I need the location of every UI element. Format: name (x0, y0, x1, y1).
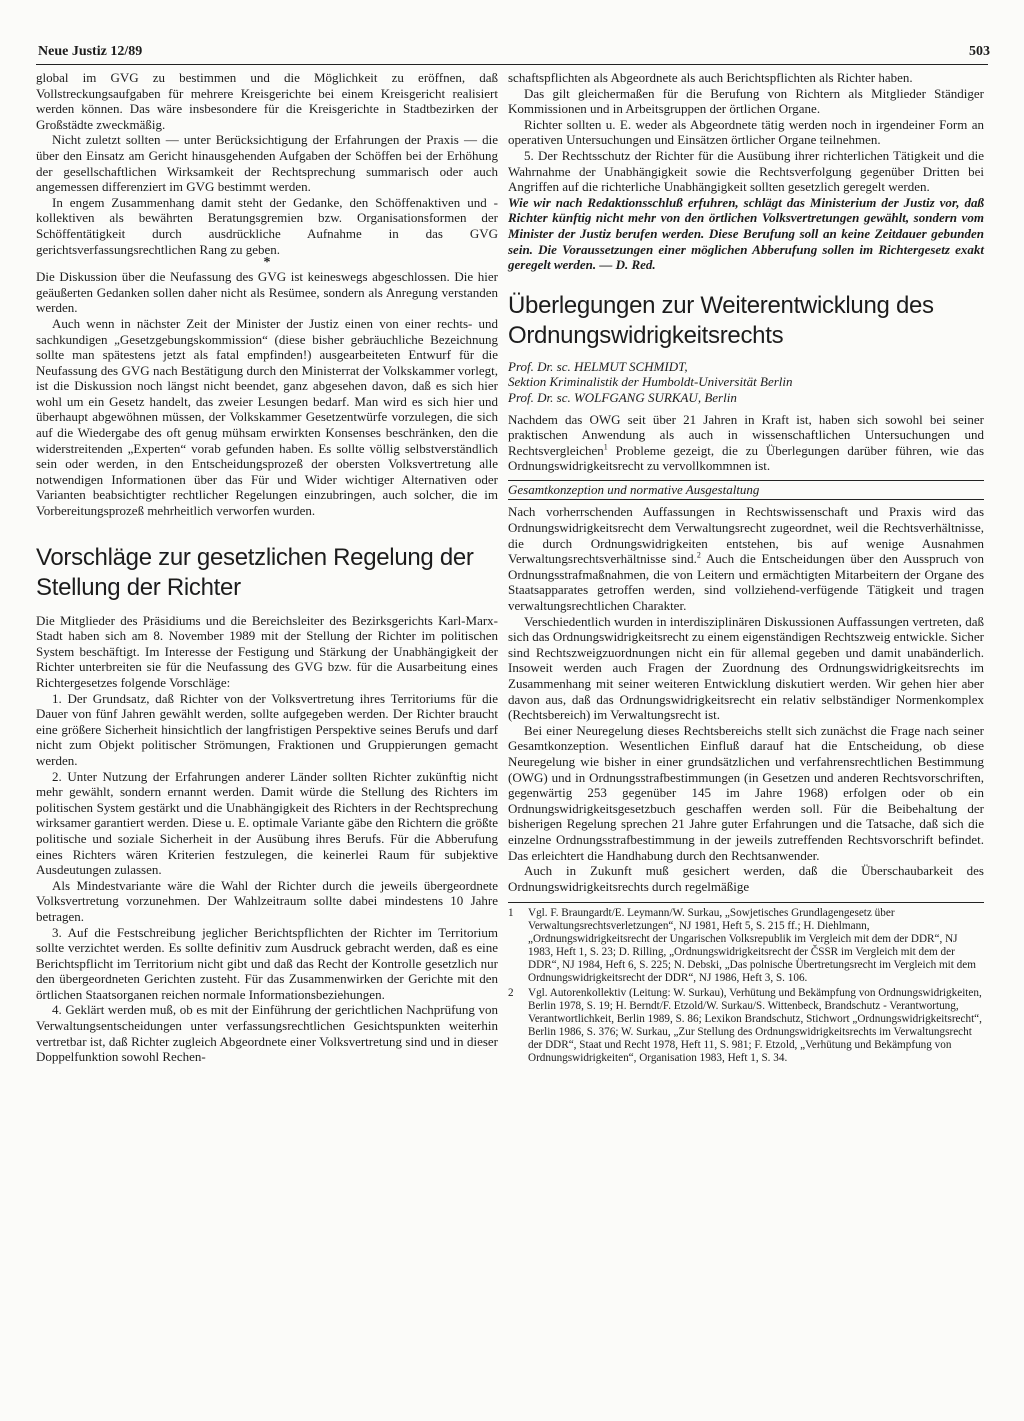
paragraph: Nicht zuletzt sollten — unter Berücksichtigung der Erfahrungen der Praxis — die über den Einsatz am Gericht hinausgehenden Aufgaben der Schöffen bei der Erhöhung der gesellschaftlichen Wirksamkeit der Rechtsprechung summarisch oder auch angemessen differenziert im GVG bestimmt werden. (36, 132, 498, 195)
paragraph: In engem Zusammenhang damit steht der Gedanke, den Schöffenaktiven und -kollektiven als bewährten Beratungsgremien bzw. Organisationsformen der Schöffentätigkeit durch ausdrückliche Aufnahme in das GVG gerichtsverfassungsrechtlichen Rang zu geben. (36, 194, 498, 257)
footnote-text: Vgl. Autorenkollektiv (Leitung: W. Surkau), Verhütung und Bekämpfung von Ordnungswidrigkeiten, Berlin 1978, S. 19; H. Berndt/F. Etzold/W. Surkau/S. Wittenbeck, Brandschutz - Verantwortung, Verantwortlichkeit, Berlin 1989, S. 86; Lexikon Brandschutz, Stichwort „Ordnungswidrigkeitsrecht“, Berlin 1986, S. 376; W. Surkau, „Zur Stellung des Ordnungswidrigkeitsrechts im Verwaltungsrecht der DDR“, Staat und Recht 1978, Heft 11, S. 981; F. Etzold, „Verhütung und Bekämpfung von Ordnungswidrigkeiten“, Organisation 1983, Heft 1, S. 34. (528, 987, 982, 1065)
author-block (508, 359, 984, 406)
paragraph: Verschiedentlich wurden in interdisziplinären Diskussionen Auffassungen vertreten, daß sich das Ordnungswidrigkeitsrecht zu einem eigenständigen Rechtszweig entwickle. Sicher sind Rechtszweigzuordnungen nicht ein für allemal gegeben und damit unabänderlich. Insoweit werden auch Fragen der Zuordnung des Ordnungswidrigkeitsrechts im Zusammenhang mit seiner weiteren Entwicklung diskutiert werden. Wir gehen hier aber davon aus, daß das Ordnungswidrigkeitsrecht ein relativ selbständiger Normenkomplex (Rechtsbereich) im Verwaltungsrecht ist. (508, 613, 984, 723)
paragraph: Auch in Zukunft muß gesichert werden, daß die Überschaubarkeit des Ordnungswidrigkeitsrechts durch regelmäßige (508, 863, 984, 894)
paragraph: schaftspflichten als Abgeordnete als auch Berichtspflichten als Richter haben. (508, 70, 913, 85)
paragraph: Auch wenn in nächster Zeit der Minister der Justiz einen von einer rechts- und sachkundigen „Gesetzgebungskommission“ (diese bisher gebräuchliche Bezeichnung sollte man spätestens jetzt als fatal empfinden!) ausgearbeiteten Entwurf für die Neufassung des GVG nach Bestätigung durch den Ministerrat der Volkskammer vorlegt, ist die Diskussion noch längst nicht beendet, ganz abgesehen davon, daß es sich hier wohl um ein Gesetz handelt, das zweier Lesungen bedarf. Man wird es sich hier und überhaupt abgewöhnen müssen, der Volkskammer Gesetzentwürfe vorzulegen, die sich auf die Wiedergabe des oft genug mühsam erwirkten Konsenses beschränken, den die widerstreitenden „Experten“ vorab gefunden haben. Es sollte völlig selbstverständlich sein oder werden, in den Entscheidungsprozeß der obersten Volksvertretung alle notwendigen Informationen über das Für und Wider wichtiger Alternativen oder Varianten beabsichtigter rechtlicher Regelungen einzubringen, auch solcher, die im Vorbereitungsprozeß mehrheitlich verworfen wurden. (36, 315, 498, 519)
list-item: 4. Geklärt werden muß, ob es mit der Einführung der gerichtlichen Nachprüfung von Verwaltungsentscheidungen unter verfassungsrechtlichen Gesichtspunkten weiterhin vertretbar ist, daß Richter zugleich Abgeordnete einer Volksvertretung sind und in dieser Doppelfunktion sowohl Rechen- (36, 1002, 498, 1065)
author-line: Prof. Dr. sc. WOLFGANG SURKAU, Berlin (508, 389, 737, 405)
paragraph: Nach vorherrschenden Auffassungen in Rechtswissenschaft und Praxis wird das Ordnungswidrigkeitsrecht dem Verwaltungsrecht zugeordnet, weil die Rechtsverhältnisse, die durch Ordnungswidrigkeiten entstehen, bis auf wenige Ausnahmen Verwaltungsrechtsverhältnisse sind.$^2$ Auch die Entscheidungen über den Ausspruch von Ordnungsstrafmaßnahmen, die von Leitern und ermächtigten Mitarbeitern der Organe des Staatsapparates getroffen werden, sind vollziehend-verfügende Tätigkeit und tragen verwaltungsrechtlichen Charakter. (508, 504, 984, 614)
header-rule (36, 64, 988, 65)
footnote (508, 987, 984, 1065)
footnote-rule (508, 902, 984, 903)
paragraph: global im GVG zu bestimmen und die Möglichkeit zu eröffnen, daß Vollstreckungsaufgaben für mehrere Kreisgerichte bei einem Kreisgericht realisiert werden können. Das wäre insbesondere für die Kreisgerichte in Stadtbezirken der Großstädte zweckmäßig. (36, 70, 498, 132)
list-item: 5. Der Rechtsschutz der Richter für die Ausübung ihrer richterlichen Tätigkeit und die Wahrnahme der Unabhängigkeit sowie die Rechtsverfolgung gegenüber Dritten bei Angriffen auf die richterliche Unabhängigkeit sollten gesetzlich geregelt werden. (508, 147, 984, 195)
left-column (36, 70, 498, 1065)
author-line: Prof. Dr. sc. HELMUT SCHMIDT, (508, 358, 688, 374)
article-headline: Überlegungen zur Weiterentwicklung des Ordnungswidrigkeitsrechts (508, 291, 934, 349)
footnote-number: 1 (508, 907, 514, 920)
paragraph: Bei einer Neuregelung dieses Rechtsbereichs stellt sich zunächst die Frage nach seiner Gesamtkonzeption. Wesentlichen Einfluß darauf hat die Entscheidung, ob diese Neuregelung wie bisher in einer grundsätzlichen und verfahrensrechtlichen Bestimmung (OWG) und in Ordnungsstrafbestimmungen (in Gesetzen und anderen Rechtsvorschriften, gegenwärtig 253 gegenüber 145 im Jahre 1968) erfolgen oder ob ein Ordnungswidrigkeitsgesetzbuch geschaffen werden soll. Für die Beibehaltung der bisherigen Regelung sprechen 21 Jahre guter Erfahrungen und die Tatsache, daß sich die einzelne Ordnungsstrafbestimmung in der jeweils zutreffenden Rechtsvorschrift befindet. Das erleichtert die Handhabung durch den Rechtsanwender. (508, 722, 984, 863)
footnote-ref: 2 (696, 550, 701, 560)
list-item: 2. Unter Nutzung der Erfahrungen anderer Länder sollten Richter zukünftig nicht mehr gewählt, sondern ernannt werden. Damit würde die Stellung des Richters im politischen System gestärkt und die Unabhängigkeit des Richters in der Rechtsprechung wirksamer garantiert werden. Diese u. E. optimale Variante gäbe den Richtern die größte politische und soziale Sicherheit in der Ausübung ihres Berufs. Für die Abberufung eines Richters wären Kriterien festzulegen, die keinerlei Raum für subjektive Ausdeutungen zulassen. (36, 768, 498, 878)
paragraph: Die Mitglieder des Präsidiums und die Bereichsleiter des Bezirksgerichts Karl-Marx-Stadt haben sich am 8. November 1989 mit der Stellung der Richter im politischen System beschäftigt. Im Interesse der Festigung und Stärkung der Unabhängigkeit der Richter unterbreiten sie für die Neufassung des GVG bzw. für die Ausarbeitung eines Richtergesetzes folgende Vorschläge: (36, 612, 498, 690)
right-column (508, 70, 984, 1067)
footnote-number: 2 (508, 987, 514, 1000)
author-affiliation: Sektion Kriminalistik der Humboldt-Universität Berlin (508, 374, 793, 390)
article-headline: Vorschläge zur gesetzlichen Regelung der Stellung der Richter (36, 543, 474, 601)
footnote-ref: 1 (603, 442, 608, 452)
page-number: 503 (969, 44, 990, 59)
list-item: 1. Der Grundsatz, daß Richter von der Volksvertretung ihres Territoriums für die Dauer von fünf Jahren gewählt werden, sollte aufgegeben werden. Der Richter braucht eine größere Sicherheit hinsichtlich der langfristigen Perspektive seines Berufs und darf nicht zum Objekt politischer Strömungen, Fraktionen und Gruppierungen gemacht werden. (36, 690, 498, 768)
footnote-text: Vgl. F. Braungardt/E. Leymann/W. Surkau, „Sowjetisches Grundlagengesetz über Verwaltungsrechtsverletzungen“, NJ 1981, Heft 5, S. 215 ff.; H. Diehlmann, „Ordnungswidrigkeitsrecht der Ungarischen Volksrepublik im Vergleich mit dem der DDR“, NJ 1983, Heft 1, S. 23; D. Rilling, „Ordnungswidrigkeitsrecht der ČSSR im Vergleich mit dem der DDR“, NJ 1984, Heft 6, S. 225; N. Debski, „Das polnische Übertretungsrecht im Vergleich mit dem Ordnungswidrigkeitsrecht der DDR“, NJ 1986, Heft 3, S. 106. (528, 907, 976, 985)
editor-note: Wie wir nach Redaktionsschluß erfuhren, schlägt das Ministerium der Justiz vor, daß Richter künftig nicht mehr von den örtlichen Volksvertretungen gewählt, sondern vom Minister der Justiz berufen werden. Diese Berufung soll an keine Zeitdauer gebunden sein. Die Voraussetzungen einer möglichen Abberufung sollen im Richtergesetz exakt geregelt werden. — D. Red. (508, 194, 984, 273)
footnote (508, 907, 984, 985)
paragraph: Richter sollten u. E. weder als Abgeordnete tätig werden noch in irgendeiner Form an operativen Untersuchungen und Einsätzen örtlicher Organe teilnehmen. (508, 116, 984, 148)
paragraph: Die Diskussion über die Neufassung des GVG ist keineswegs abgeschlossen. Die hier geäußerten Gedanken sollen daher nicht als Resümee, sondern als Anregung verstanden werden. (36, 269, 498, 316)
running-header: Neue Justiz 12/89 (38, 44, 143, 59)
list-item: 3. Auf die Festschreibung jeglicher Berichtspflichten der Richter im Territorium sollte verzichtet werden. Es sollte definitiv zum Ausdruck gebracht werden, daß es eine Berichtspflicht im Territorium nicht gibt und daß das Recht der Kontrolle gesetzlich nur den übergeordneten Gerichten zusteht. Für das Zusammenwirken der Gerichte mit den örtlichen Staatsorganen reichen normale Informationsbeziehungen. (36, 924, 498, 1002)
section-separator-star: * (263, 255, 271, 271)
section-subheading: Gesamtkonzeption und normative Ausgestaltung (508, 480, 984, 501)
paragraph: Als Mindestvariante wäre die Wahl der Richter durch die jeweils übergeordnete Volksvertretung vorzunehmen. Der Wahlzeitraum sollte dabei mindestens 10 Jahre betragen. (36, 877, 498, 924)
paragraph: Nachdem das OWG seit über 21 Jahren in Kraft ist, haben sich sowohl bei seiner praktischen Anwendung als auch in wissenschaftlichen Untersuchungen und Rechtsvergleichen$^1$ Probleme gezeigt, die zu Überlegungen darüber führen, wie das Ordnungswidrigkeitsrecht zu vervollkommnen ist. (508, 411, 984, 474)
paragraph: Das gilt gleichermaßen für die Berufung von Richtern als Mitglieder Ständiger Kommissionen und in Arbeitsgruppen der örtlichen Organe. (508, 85, 984, 117)
